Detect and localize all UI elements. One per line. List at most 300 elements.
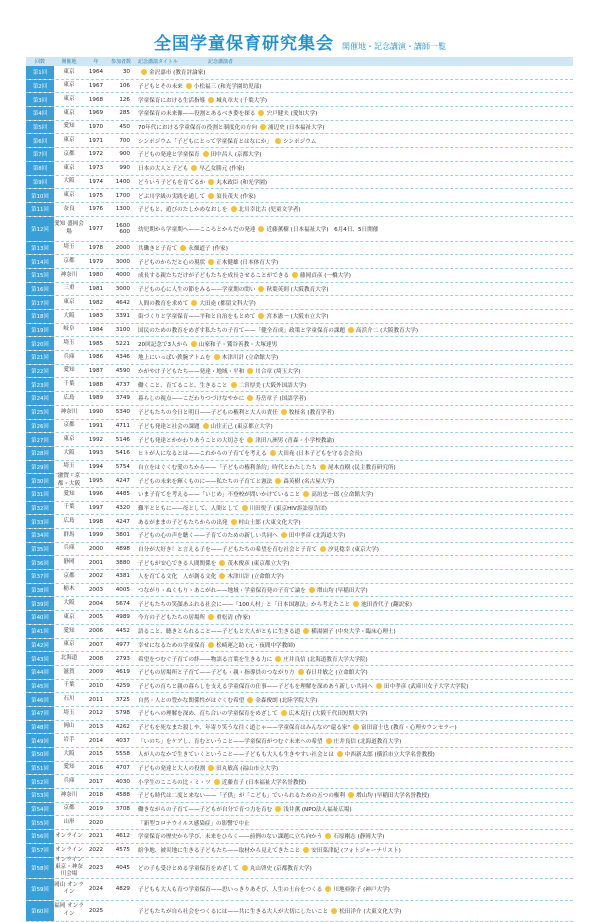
row-speaker: 金沢嘉市 (教育評論家) — [149, 68, 206, 76]
row-year: 2021 — [84, 833, 108, 839]
table-row — [26, 652, 573, 666]
row-year: 1994 — [84, 464, 108, 470]
table-row — [26, 296, 573, 310]
row-number: 第56回 — [26, 830, 54, 843]
row-lecture-title: 人間の教育を求めて — [138, 299, 188, 307]
row-participants: 1400 — [108, 179, 134, 185]
row-number: 第7回 — [26, 148, 54, 161]
table-row — [26, 830, 573, 844]
speaker-dot-icon — [219, 573, 225, 579]
row-lecture-cell — [134, 832, 573, 840]
row-number: 第38回 — [26, 584, 54, 597]
row-lecture-title: 街づくりと学童保育——平和と自治をもとめて — [138, 312, 255, 320]
row-year: 1974 — [84, 179, 108, 185]
row-number: 第34回 — [26, 529, 54, 542]
row-lecture-cell — [134, 436, 573, 444]
row-speaker: 近藤直子 (日本福祉大学名誉教授) — [222, 778, 306, 786]
row-lecture-title: いま子育てを考える——「いじめ」不登校が問いかけていること — [138, 490, 300, 498]
row-year: 1983 — [84, 313, 108, 319]
row-place: 大阪 — [54, 751, 84, 758]
row-speaker: 田丸敏高 (福山市立大学) — [216, 764, 278, 772]
row-speaker: 藤岡貞彦 (一橋大学) — [300, 271, 351, 279]
row-participants: 4452 — [108, 628, 134, 634]
row-speaker: 富田富士也 (教育・心理カウンセラー) — [361, 723, 457, 731]
row-place: 千葉 — [54, 682, 84, 689]
row-speaker: 森英樹 (名古屋大学) — [283, 477, 334, 485]
row-lecture-title: 共働きと子育て — [138, 244, 177, 252]
row-lecture-title: 子どもの心の声を聴く——子育てのための新しい共同へ — [138, 531, 278, 539]
row-place: 群馬 — [54, 532, 84, 539]
speaker-dot-icon — [298, 669, 304, 675]
row-lecture-title: 成長する親たちだけが子どもたちを成長させることができる — [138, 271, 289, 279]
speaker-dot-icon — [208, 97, 214, 103]
row-place: 東京 — [54, 614, 84, 621]
row-lecture-cell — [134, 123, 573, 131]
table-row — [26, 570, 573, 584]
table-row — [26, 66, 573, 80]
table-row — [26, 844, 573, 858]
row-place: 東京 — [54, 436, 84, 443]
row-lecture-cell — [134, 449, 573, 457]
row-lecture-cell — [134, 696, 573, 704]
row-year: 1981 — [84, 286, 108, 292]
speaker-dot-icon — [203, 423, 209, 429]
row-lecture-title: 子どもたちの今日と明日——子どもの権利と大人の責任 — [138, 408, 278, 416]
row-place: 東京 — [54, 137, 84, 144]
table-row — [26, 203, 573, 217]
row-lecture-title: かがやけ子どもたち——発達・地域・平和 — [138, 367, 244, 375]
row-year: 1990 — [84, 409, 108, 415]
row-number: 第29回 — [26, 461, 54, 474]
row-lecture-cell — [134, 682, 573, 690]
row-place: 石川 — [54, 696, 84, 703]
conference-table — [26, 57, 573, 922]
row-participants: 1300 — [108, 206, 134, 212]
row-lecture-title: 小学生のこころの比・ミ・ツ — [138, 778, 211, 786]
page-header — [0, 28, 600, 54]
speaker-dot-icon — [191, 165, 197, 171]
row-speaker: 川地亜弥子 (神戸大学) — [333, 885, 390, 893]
speaker-dot-icon — [348, 792, 354, 798]
row-speaker: シンポジウム — [283, 137, 316, 145]
row-place: 埼玉 — [54, 463, 84, 470]
row-number: 第18回 — [26, 310, 54, 323]
row-speaker: 浅井薫 (NPO法人福祉広場) — [283, 805, 351, 813]
row-lecture-title: 働きながらの子育て——子どもが自分で育つ力を育む — [138, 805, 272, 813]
row-lecture-title: 幸せになるための学童保育 — [138, 641, 205, 649]
speaker-dot-icon — [208, 765, 214, 771]
table-row — [26, 80, 573, 94]
speaker-dot-icon — [275, 656, 281, 662]
row-lecture-title: ヒトが人になるとは——これからの子育てを考える — [138, 449, 267, 457]
row-number: 第36回 — [26, 556, 54, 569]
table-row — [26, 680, 573, 694]
row-number: 第8回 — [26, 162, 54, 175]
row-number: 第5回 — [26, 121, 54, 134]
row-speaker: 北川幸比古 (児童文学者) — [239, 205, 301, 213]
row-lecture-cell — [134, 394, 573, 402]
row-speaker: 須長茂夫 (作家) — [216, 192, 256, 200]
row-participants: 4707 — [108, 765, 134, 771]
row-participants: 3725 — [108, 697, 134, 703]
row-year: 2003 — [84, 587, 108, 593]
speaker-dot-icon — [275, 478, 281, 484]
row-participants: 5146 — [108, 437, 134, 443]
speaker-dot-icon — [203, 151, 209, 157]
row-lecture-title: 子どもの発達と学童保育 — [138, 150, 200, 158]
table-row — [26, 879, 573, 901]
speaker-dot-icon — [242, 865, 248, 871]
row-participants: 2000 — [108, 245, 134, 251]
table-row — [26, 461, 573, 475]
speaker-dot-icon — [191, 300, 197, 306]
row-participants: 4588 — [108, 792, 134, 798]
speaker-dot-icon — [258, 286, 264, 292]
row-lecture-title: 人が人のなかで生きていくということ——子どもも大人も生きやすい社会とは — [138, 750, 334, 758]
row-year: 2006 — [84, 628, 108, 634]
speaker-dot-icon — [303, 491, 309, 497]
row-lecture-title: 「いのち」をケアし、育むということ——学童保育がつむぐ未来への希望 — [138, 737, 323, 745]
row-year: 2023 — [84, 865, 108, 871]
table-row — [26, 529, 573, 543]
table-row — [26, 217, 573, 242]
row-participants: 4829 — [108, 886, 134, 892]
table-row — [26, 556, 573, 570]
row-speaker: 寿岳章子 (国語学者) — [255, 394, 306, 402]
table-row — [26, 789, 573, 803]
row-lecture-cell — [134, 367, 573, 375]
row-lecture-title: 難平とともに——母として、人間として — [138, 504, 239, 512]
row-lecture-cell — [134, 864, 573, 872]
table-row — [26, 337, 573, 351]
row-year: 2007 — [84, 642, 108, 648]
row-lecture-title: 語ること、聴きとられること——子どもと大人がともに生きる道 — [138, 627, 300, 635]
row-participants: 4320 — [108, 505, 134, 511]
speaker-dot-icon — [247, 437, 253, 443]
table-row — [26, 901, 573, 922]
row-number: 第57回 — [26, 844, 54, 857]
row-number: 第12回 — [26, 217, 54, 241]
row-speaker: 尾木直樹 (民主教育研究所) — [328, 463, 396, 471]
speaker-dot-icon — [214, 354, 220, 360]
table-row — [26, 734, 573, 748]
row-participants: 5754 — [108, 464, 134, 470]
table-row — [26, 707, 573, 721]
row-lecture-title: 子どもの発達と大人の役割 — [138, 764, 205, 772]
row-lecture-cell — [134, 600, 573, 608]
speaker-dot-icon — [275, 138, 281, 144]
row-number: 第50回 — [26, 748, 54, 761]
row-number: 第41回 — [26, 625, 54, 638]
row-number: 第28回 — [26, 447, 54, 460]
row-lecture-cell — [134, 258, 573, 266]
row-number: 第40回 — [26, 611, 54, 624]
row-lecture-title: 20回記念で3人から — [138, 340, 188, 348]
row-year: 2025 — [84, 908, 108, 914]
row-year: 2011 — [84, 697, 108, 703]
row-number: 第25回 — [26, 406, 54, 419]
row-participants: 900 — [108, 151, 134, 157]
row-number: 第47回 — [26, 707, 54, 720]
row-participants: 4590 — [108, 368, 134, 374]
row-lecture-title: 自立をはぐくむ愛のちから——「子どもの権利条約」時代とわたしたち — [138, 463, 317, 471]
row-number: 第59回 — [26, 879, 54, 900]
row-speaker: 増山均 (早稲田大学名誉教授) — [356, 791, 429, 799]
row-number: 第20回 — [26, 337, 54, 350]
row-number: 第55回 — [26, 816, 54, 829]
row-place: 京都 — [54, 422, 84, 429]
row-year: 1964 — [84, 69, 108, 75]
table-row — [26, 134, 573, 148]
row-place: 京都 — [54, 805, 84, 812]
col-participants: 参加者数 — [108, 58, 134, 65]
row-year: 1971 — [84, 138, 108, 144]
table-row — [26, 392, 573, 406]
speaker-dot-icon — [348, 327, 354, 333]
row-lecture-title: 子どもを死なまた殺しや、年寄り笑うな往く道じゃ——学童保育はみんなの"還る家" — [138, 723, 350, 731]
row-place: 東京 — [54, 299, 84, 306]
table-row — [26, 474, 573, 488]
row-number: 第42回 — [26, 639, 54, 652]
row-lecture-title: 子どもの育ちと親の暮らしを支える学童保育の仕事——子どもを理解を深めあう新しい共同へ — [138, 682, 373, 690]
row-lecture-title: 子どもが安心できる人間関係を — [138, 559, 216, 567]
row-participants: 4898 — [108, 546, 134, 552]
table-row — [26, 858, 573, 880]
row-year: 1980 — [84, 272, 108, 278]
speaker-dot-icon — [247, 395, 253, 401]
speaker-dot-icon — [208, 614, 214, 620]
row-place: 愛知 — [54, 764, 84, 771]
col-year: 年 — [84, 58, 108, 65]
row-number: 第1回 — [26, 66, 54, 79]
speaker-dot-icon — [337, 751, 343, 757]
row-participants: 4247 — [108, 519, 134, 525]
row-speaker: 茂木俊彦 (東京都立大学) — [227, 559, 289, 567]
row-year: 2022 — [84, 847, 108, 853]
row-number: 第13回 — [26, 242, 54, 255]
row-lecture-title: 子ども発達と社会の課題 — [138, 422, 200, 430]
speaker-dot-icon — [186, 83, 192, 89]
row-place: 愛知 — [54, 367, 84, 374]
row-lecture-cell — [134, 572, 573, 580]
row-participants: 5340 — [108, 409, 134, 415]
row-speaker: 田中孝彦 (武庫川女子大学大学院) — [384, 682, 468, 690]
speaker-dot-icon — [320, 546, 326, 552]
row-lecture-cell — [134, 244, 573, 252]
row-lecture-cell — [134, 490, 573, 498]
row-lecture-cell — [134, 778, 573, 786]
row-year: 1975 — [84, 193, 108, 199]
row-speaker: 小松福三 (和光学園幼児部) — [194, 82, 262, 90]
row-speaker: 田中昌人 (京都大学) — [211, 150, 262, 158]
row-year: 2020 — [84, 820, 108, 826]
speaker-dot-icon — [376, 683, 382, 689]
row-lecture-title: 子どもの居場所と子育て——子ども・親・指導員のつながり方 — [138, 668, 295, 676]
row-participants: 4045 — [108, 865, 134, 871]
row-place: 京都 — [54, 573, 84, 580]
speaker-dot-icon — [231, 519, 237, 525]
row-lecture-cell — [134, 613, 573, 621]
row-year: 2008 — [84, 656, 108, 662]
row-participants: 3000 — [108, 286, 134, 292]
row-number: 第33回 — [26, 515, 54, 528]
row-participants: 285 — [108, 110, 134, 116]
row-number: 第22回 — [26, 365, 54, 378]
row-speaker: 二宮厚美 (大阪外国語大学) — [239, 381, 307, 389]
row-place: 岩手 — [54, 737, 84, 744]
row-speaker: 広木克行 (大阪千代田短期大学) — [289, 709, 368, 717]
row-participants: 4346 — [108, 354, 134, 360]
row-year: 2017 — [84, 779, 108, 785]
row-lecture-cell — [134, 737, 573, 745]
row-lecture-cell — [134, 477, 573, 485]
row-speaker: 安田菜津紀 (フォトジャーナリスト) — [311, 846, 401, 854]
speaker-dot-icon — [275, 806, 281, 812]
row-number: 第51回 — [26, 762, 54, 775]
row-lecture-cell — [134, 150, 573, 158]
row-year: 1969 — [84, 110, 108, 116]
row-number: 第16回 — [26, 283, 54, 296]
row-lecture-cell — [134, 68, 573, 76]
row-speaker: 牧柾名 (教育学者) — [289, 408, 334, 416]
row-participants: 4485 — [108, 491, 134, 497]
row-place: 滋賀 — [54, 669, 84, 676]
row-place: 東京 — [54, 96, 84, 103]
row-year: 2010 — [84, 683, 108, 689]
row-lecture-title: 幼児期から学童期へ——こころとからだの発達 — [138, 225, 255, 233]
row-lecture-cell — [134, 353, 573, 361]
row-place: 東京 — [54, 641, 84, 648]
row-speaker: 木津川計 (立命館大学) — [222, 353, 279, 361]
speaker-dot-icon — [260, 124, 266, 130]
row-speaker: 丸山啓史 (京都教育大学) — [250, 864, 312, 872]
table-row — [26, 176, 573, 190]
row-year: 2016 — [84, 765, 108, 771]
row-participants: 1600 600 — [108, 223, 134, 235]
table-row — [26, 693, 573, 707]
table-row — [26, 420, 573, 434]
row-speaker: 春日井敏之 (立命館大学) — [306, 668, 368, 676]
speaker-dot-icon — [258, 313, 264, 319]
row-lecture-cell — [134, 723, 573, 731]
row-participants: 4037 — [108, 738, 134, 744]
row-place: 東京 — [54, 192, 84, 199]
table-row — [26, 666, 573, 680]
row-lecture-title: 日本の大人と子ども — [138, 164, 188, 172]
row-year: 2001 — [84, 560, 108, 566]
row-speaker: 庄井良信 (北海道教育大学) — [334, 737, 402, 745]
row-participants: 4259 — [108, 683, 134, 689]
row-participants: 4005 — [108, 587, 134, 593]
col-place: 開催地 — [54, 58, 84, 65]
row-lecture-cell — [134, 109, 573, 117]
row-speaker: 津田八洲男 (青森・小学校教諭) — [255, 436, 334, 444]
row-speaker: 横湯園子 (中央大学・臨床心理士) — [311, 627, 395, 635]
table-row — [26, 597, 573, 611]
row-lecture-cell — [134, 819, 573, 827]
row-lecture-cell — [134, 422, 573, 430]
table-row — [26, 611, 573, 625]
row-year: 1997 — [84, 505, 108, 511]
row-lecture-cell — [134, 271, 573, 279]
row-place: 広島 — [54, 518, 84, 525]
row-number: 第35回 — [26, 543, 54, 556]
col-no: 回数 — [26, 58, 54, 65]
speaker-dot-icon — [208, 259, 214, 265]
row-lecture-title: 子どもの未来を輝くものに——私たちの子育てと憲法 — [138, 477, 272, 485]
row-year: 1972 — [84, 151, 108, 157]
row-lecture-cell — [134, 299, 573, 307]
row-lecture-cell — [134, 137, 573, 145]
row-lecture-cell — [134, 791, 573, 799]
row-participants: 4977 — [108, 642, 134, 648]
row-participants: 3100 — [108, 327, 134, 333]
row-lecture-cell — [134, 312, 573, 320]
row-year: 1991 — [84, 423, 108, 429]
table-row — [26, 283, 573, 297]
speaker-dot-icon — [258, 110, 264, 116]
row-place: 愛知 — [54, 123, 84, 130]
row-number: 第27回 — [26, 433, 54, 446]
row-speaker: 重松清 (作家) — [216, 613, 250, 621]
row-number: 第52回 — [26, 775, 54, 788]
row-number: 第60回 — [26, 901, 54, 922]
speaker-dot-icon — [309, 587, 315, 593]
row-place: 滋賀・京都・大阪 — [54, 473, 84, 488]
row-participants: 5221 — [108, 341, 134, 347]
row-place: 兵庫 — [54, 354, 84, 361]
table-row — [26, 93, 573, 107]
row-year: 1970 — [84, 124, 108, 130]
table-row — [26, 748, 573, 762]
row-participants: 2793 — [108, 656, 134, 662]
row-speaker: 永畑道子 (作家) — [188, 244, 228, 252]
row-lecture-cell — [134, 205, 573, 213]
row-lecture-title: 今方の子どもたちの居場所 — [138, 613, 205, 621]
table-row — [26, 488, 573, 502]
row-lecture-cell — [134, 709, 573, 717]
row-place: 東京 — [54, 82, 84, 89]
speaker-dot-icon — [325, 833, 331, 839]
speaker-dot-icon — [242, 505, 248, 511]
row-speaker: 山住正己 (東京都立大学) — [211, 422, 273, 430]
row-lecture-cell — [134, 885, 573, 893]
row-place: 山形 — [54, 819, 84, 826]
row-lecture-title: 子どもとその未来 — [138, 82, 183, 90]
row-year: 1995 — [84, 478, 108, 484]
row-year: 1992 — [84, 437, 108, 443]
row-participants: 4711 — [108, 423, 134, 429]
row-year: 2004 — [84, 601, 108, 607]
row-number: 第21回 — [26, 351, 54, 364]
row-place: 愛知 — [54, 628, 84, 635]
row-year: 1973 — [84, 165, 108, 171]
row-place: 千葉 — [54, 504, 84, 511]
row-lecture-cell — [134, 586, 573, 594]
table-header — [26, 57, 573, 66]
row-lecture-cell — [134, 326, 573, 334]
row-lecture-title: あるがままの子どもたちからの出発 — [138, 518, 228, 526]
row-lecture-title: 子どもと、遊びのたしかめなおしを — [138, 205, 228, 213]
row-lecture-title: 学童保育の未来像——役割とあるべき姿を探る — [138, 109, 255, 117]
row-number: 第31回 — [26, 488, 54, 501]
table-row — [26, 803, 573, 817]
row-place: 大阪 — [54, 313, 84, 320]
table-row — [26, 269, 573, 283]
row-lecture-title: 70年代における学童保育の役割と制度化の方向 — [138, 123, 257, 131]
table-row — [26, 324, 573, 338]
table-row — [26, 107, 573, 121]
